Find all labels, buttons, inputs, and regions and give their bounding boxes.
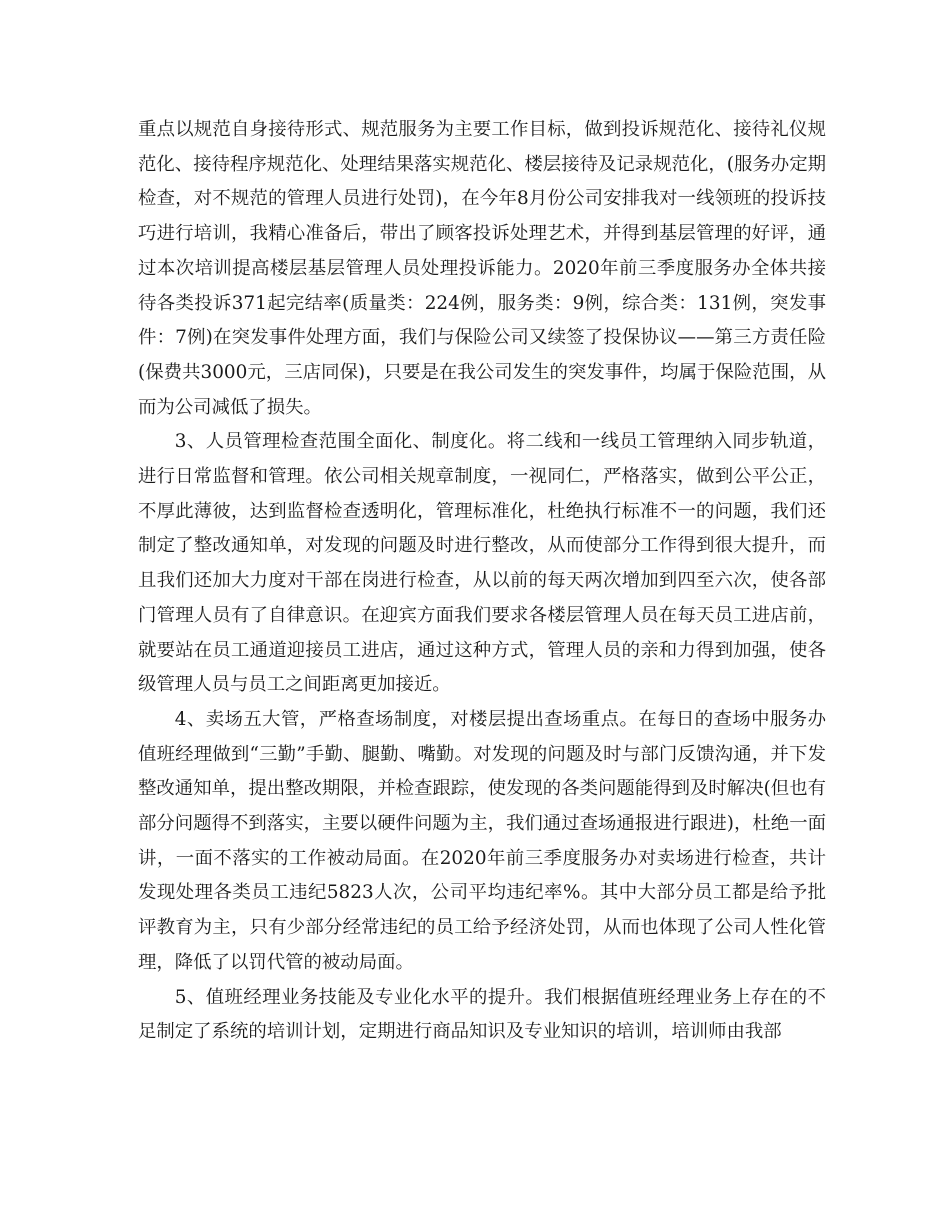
- paragraph-staff-management: 3、人员管理检查范围全面化、制度化。将二线和一线员工管理纳入同步轨道，进行日常监督和管理。依公司相关规章制度，一视同仁，严格落实，做到公平公正，不厚此薄彼，达到监督检查透明化，管理标准化，杜绝执行标准不一的问题，我们还制定了整改通知单，对发现的问题及时进行整改，从而使部分工作得到很大提升，而且我们还加大力度对干部在岗进行检查，从以前的每天两次增加到四至六次，使各部门管理人员有了自律意识。在迎宾方面我们要求各楼层管理人员在每天员工进店前，就要站在员工通道迎接员工进店，通过这种方式，管理人员的亲和力得到加强，使各级管理人员与员工之间距离更加接近。: [138, 431, 826, 696]
- paragraph-manager-training: 5、值班经理业务技能及专业化水平的提升。我们根据值班经理业务上存在的不足制定了系统的培训计划，定期进行商品知识及专业知识的培训，培训师由我部: [138, 986, 826, 1043]
- document-body: [138, 113, 826, 1050]
- paragraph-continuation: 重点以规范自身接待形式、规范服务为主要工作目标，做到投诉规范化、接待礼仪规范化、接待程序规范化、处理结果落实规范化、楼层接待及记录规范化，(服务办定期检查，对不规范的管理人员进行处罚)，在今年8月份公司安排我对一线领班的投诉技巧进行培训，我精心准备后，带出了顾客投诉处理艺术，并得到基层管理的好评，通过本次培训提高楼层基层管理人员处理投诉能力。2020年前三季度服务办全体共接待各类投诉371起完结率(质量类：224例，服务类：9例，综合类：131例，突发事件：7例)在突发事件处理方面，我们与保险公司又续签了投保协议——第三方责任险(保费共3000元，三店同保)，只要是在我公司发生的突发事件，均属于保险范围，从而为公司减低了损失。: [138, 119, 826, 418]
- paragraph-floor-inspection: 4、卖场五大管，严格查场制度，对楼层提出查场重点。在每日的查场中服务办值班经理做到“三勤”手勤、腿勤、嘴勤。对发现的问题及时与部门反馈沟通，并下发整改通知单，提出整改期限，并检查跟踪，使发现的各类问题能得到及时解决(但也有部分问题得不到落实，主要以硬件问题为主，我们通过查场通报进行跟进)，杜绝一面讲，一面不落实的工作被动局面。在2020年前三季度服务办对卖场进行检查，共计发现处理各类员工违纪5823人次，公司平均违纪率%。其中大部分员工都是给予批评教育为主，只有少部分经常违纪的员工给予经济处罚，从而也体现了公司人性化管理，降低了以罚代管的被动局面。: [138, 708, 826, 973]
